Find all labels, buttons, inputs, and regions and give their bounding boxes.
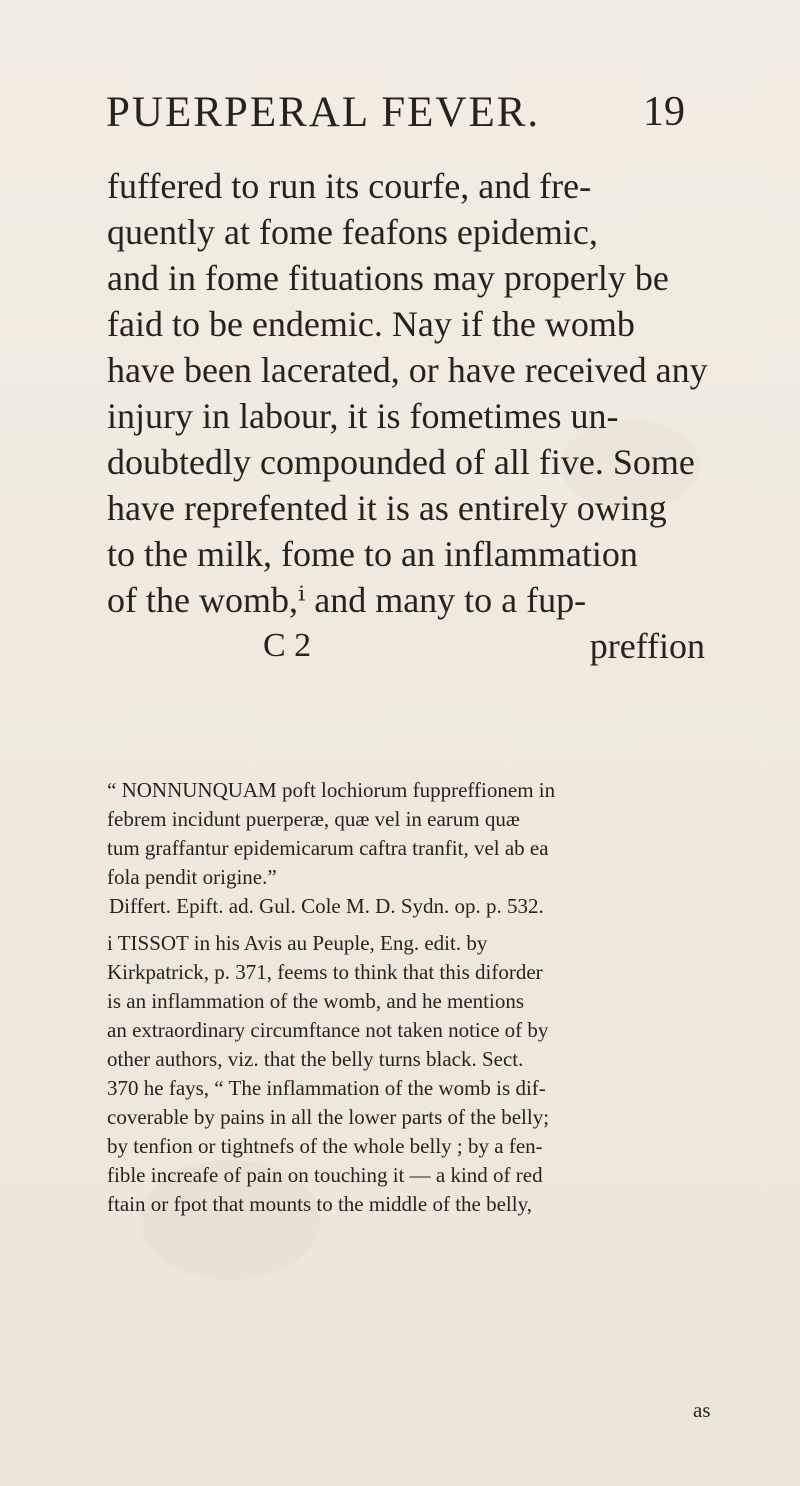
text-line: and in fome fituations may properly be [107,258,669,298]
footnote-catchword: as [693,1398,711,1422]
text-line: of the womb,ⁱ and many to a fup- [107,580,587,620]
footnote-line: febrem incidunt puerperæ, quæ vel in earum quæ [107,807,520,831]
text-line: to the milk, fome to an inflammation [107,534,638,574]
text-line: doubtedly compounded of all five. Some [107,442,695,482]
footnote-line: tum graffantur epidemicarum caftra tranfit, vel ab ea [107,836,549,860]
footnote-line: “ NONNUNQUAM poft lochiorum fuppreffionem in [107,778,556,802]
footnote-line: coverable by pains in all the lower parts of the belly; [107,1105,550,1129]
footnote-line: i TISSOT in his Avis au Peuple, Eng. edit. by [107,931,488,955]
text-line: faid to be endemic. Nay if the womb [107,304,635,344]
footnote-line: fola pendit origine.” [107,865,277,889]
running-head [106,88,746,148]
footnote-line: Kirkpatrick, p. 371, feems to think that this diforder [107,960,543,984]
catchword: preffion [589,626,705,666]
text-line: have reprefented it is as entirely owing [107,488,667,528]
footnote-line: ftain or fpot that mounts to the middle of the belly, [107,1192,532,1216]
signature-mark: C 2 [263,627,312,664]
page-number: 19 [643,89,685,135]
footnote-line: other authors, viz. that the belly turns black. Sect. [107,1047,524,1071]
footnote-gap [107,921,732,929]
text-line: injury in labour, it is fometimes un- [107,396,619,436]
text-line: fuffered to run its courfe, and fre- [107,166,592,206]
running-title: PUERPERAL FEVER. [106,89,541,136]
text-line: quently at fome feafons epidemic, [107,212,598,252]
footnote-citation: Differt. Epift. ad. Gul. Cole M. D. Sydn. op. p. 532. [109,894,544,918]
footnote-line: by tenfion or tightnefs of the whole belly ; by a fen- [107,1134,543,1158]
footnote-line: fible increafe of pain on touching it — a kind of red [107,1163,543,1187]
signature-line [107,623,717,669]
footnote-line: an extraordinary circumftance not taken notice of by [107,1018,549,1042]
footnote-line: 370 he fays, “ The inflammation of the womb is dif- [107,1076,546,1100]
footnote-line: is an inflammation of the womb, and he mentions [107,989,525,1013]
main-text [107,163,717,669]
text-line: have been lacerated, or have received any [107,350,708,390]
footnotes [107,776,732,1219]
